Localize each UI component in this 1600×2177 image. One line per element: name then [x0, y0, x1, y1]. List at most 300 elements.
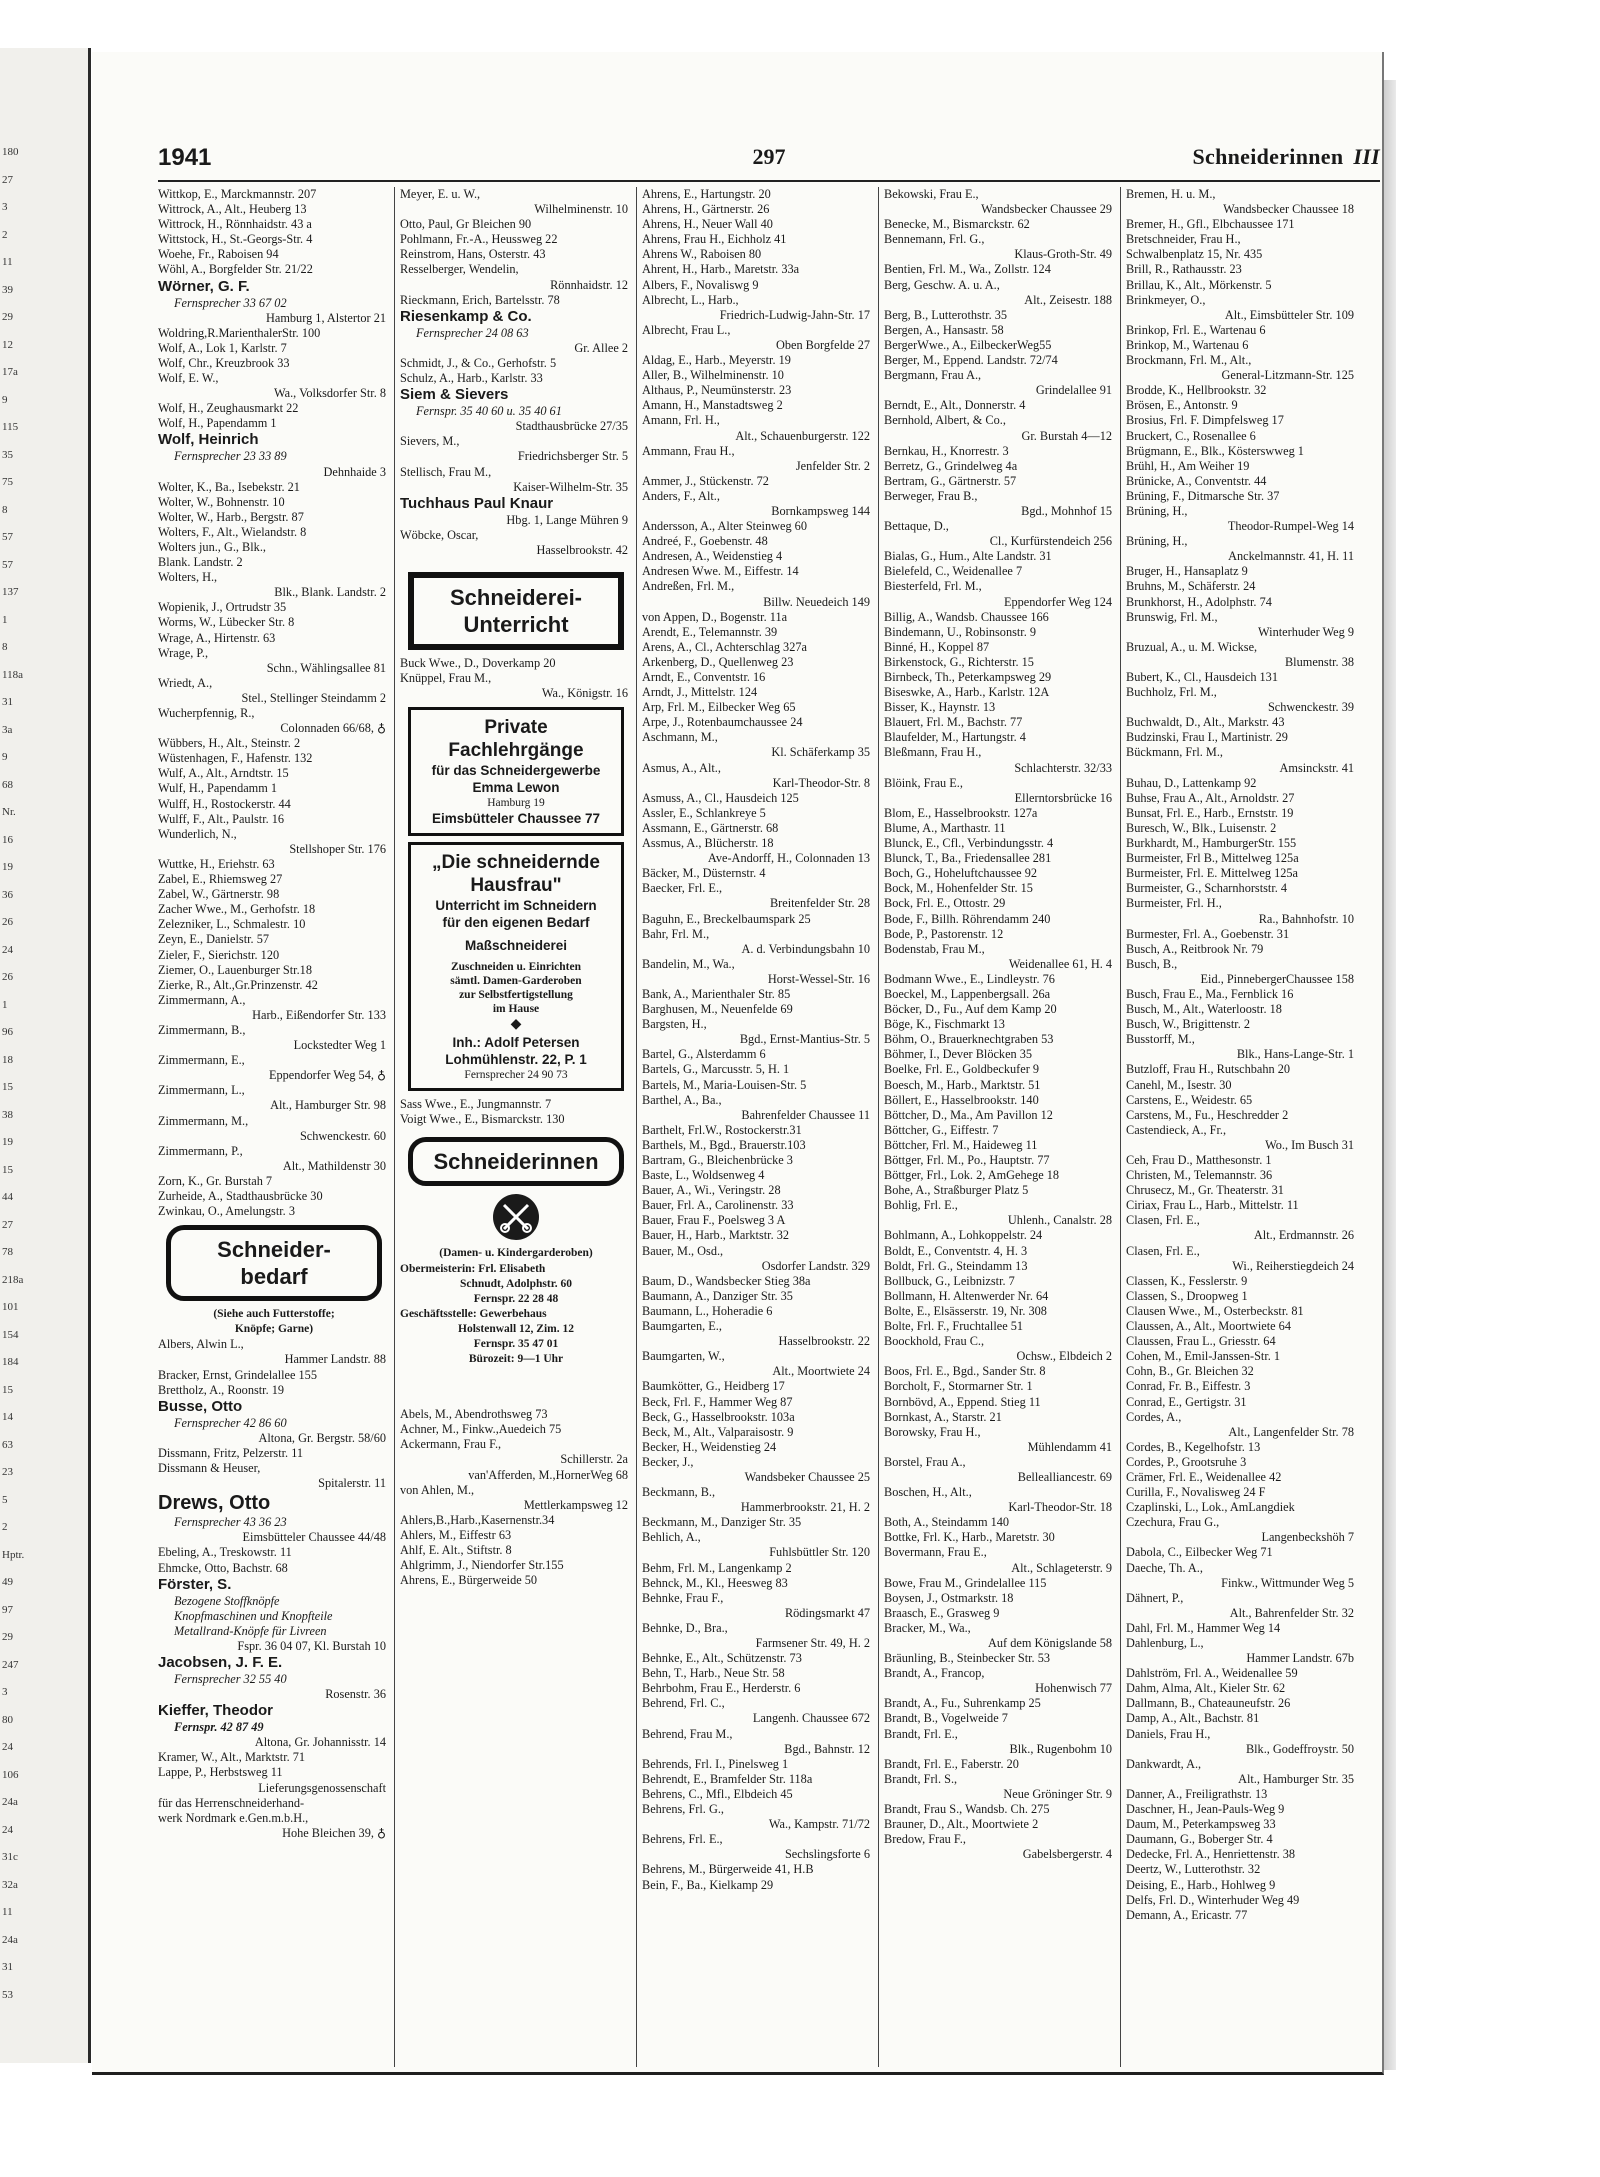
directory-entry: Brinkop, Frl. E., Wartenau 6: [1126, 322, 1266, 337]
adjacent-page-fragment: 97: [2, 1603, 13, 1616]
category-title: Schneider-: [217, 1237, 331, 1263]
directory-entry: Bandelin, M., Wa.,: [642, 956, 735, 971]
directory-entry: Baumann, A., Danziger Str. 35: [642, 1288, 793, 1303]
directory-entry: Wolf, H., Zeughausmarkt 22: [158, 401, 299, 416]
firm-address: Dehnhaide 3: [323, 464, 386, 479]
section-name: Schneiderinnen: [1192, 144, 1344, 169]
directory-entry: Behrend, Frau M.,: [642, 1726, 733, 1741]
adjacent-page-fragment: 26: [2, 971, 13, 983]
directory-entry: Blauert, Frl. M., Bachstr. 77: [884, 715, 1023, 730]
directory-entry: Wandsbecker Chaussee 18: [1223, 202, 1354, 217]
adjacent-page-fragment: 18: [2, 1053, 13, 1066]
ad-line: für den eigenen Bedarf: [442, 915, 590, 931]
directory-entry: Arndt, E., Conventstr. 16: [642, 670, 766, 684]
directory-entry: Bremen, H. u. M.,: [1126, 187, 1216, 201]
directory-entry: Osdorfer Landstr. 329: [761, 1258, 870, 1273]
directory-entry: Schmidt, J., & Co., Gerhofstr. 5: [400, 355, 557, 370]
directory-entry: Blunck, T., Ba., Friedensallee 281: [884, 851, 1052, 866]
directory-entry: Bettaque, D.,: [884, 519, 949, 534]
directory-entry: Voigt Wwe., E., Bismarckstr. 130: [400, 1112, 565, 1127]
directory-entry: Winterhuder Weg 9: [1258, 624, 1354, 639]
directory-entry: Busch, M., Alt., Waterloostr. 18: [1126, 1002, 1282, 1017]
firm-address: Rosenstr. 36: [325, 1687, 386, 1702]
directory-entry: Woldring,R.MarienthalerStr. 100: [158, 325, 321, 340]
directory-entry: Damp, A., Alt., Bachstr. 81: [1126, 1711, 1260, 1726]
column-3: [642, 187, 874, 2067]
adjacent-page-fragment: 16: [2, 833, 13, 846]
directory-entry: Andresen Wwe. M., Eiffestr. 14: [642, 564, 799, 579]
adjacent-page-fragment: 12: [2, 338, 13, 351]
directory-entry: Wolf, Chr., Kreuzbrook 33: [158, 355, 290, 370]
directory-entry: Barghusen, M., Neuenfelde 69: [642, 1002, 793, 1017]
directory-entry: Buchholz, Frl. M.,: [1126, 685, 1217, 700]
directory-entry: Brühl, H., Am Weiher 19: [1126, 458, 1250, 473]
adjacent-page-fragment: 38: [2, 1108, 13, 1121]
directory-entry: Borowsky, Frau H.,: [884, 1424, 981, 1439]
directory-entry: Rönnhaidstr. 12: [550, 277, 628, 292]
directory-entry: Claussen, A., Alt., Moortwiete 64: [1126, 1319, 1291, 1334]
directory-entry: Bergmann, Frau A.,: [884, 368, 982, 383]
directory-entry: Brandt, Frl. S.,: [884, 1771, 958, 1786]
directory-entry: Buck Wwe., D., Doverkamp 20: [400, 655, 556, 670]
directory-entry: Dahlström, Frl. A., Weidenallee 59: [1126, 1666, 1298, 1681]
adjacent-page-fragment: 3: [2, 1686, 8, 1698]
directory-entry: Dissmann, Fritz, Pelzerstr. 11: [158, 1445, 304, 1460]
directory-entry: Cordes, P., Grootsruhe 3: [1126, 1454, 1247, 1469]
directory-entry: Bremer, H., Gfl., Elbchaussee 171: [1126, 217, 1295, 232]
directory-entry: Lieferungsgenossenschaft: [258, 1780, 386, 1795]
firm-name: Siem & Sievers: [400, 386, 509, 404]
directory-entry: Assmus, A., Blücherstr. 18: [642, 836, 774, 851]
section-roman: III: [1353, 144, 1380, 169]
directory-entry: Bgd., Bahnstr. 12: [784, 1741, 870, 1756]
adjacent-page-fragment: 5: [2, 1493, 8, 1506]
directory-entry: Aldag, E., Harb., Meyerstr. 19: [642, 353, 791, 368]
directory-entry: Zimmermann, P.,: [158, 1143, 243, 1158]
directory-entry: Zabel, E., Rhiemsweg 27: [158, 872, 283, 887]
ad-line: sämtl. Damen-Garderoben: [450, 975, 582, 988]
directory-entry: Arkenberg, D., Quellenweg 23: [642, 654, 794, 669]
directory-entry: Brösen, E., Antonstr. 9: [1126, 398, 1238, 413]
adjacent-page-fragment: 15: [2, 1081, 13, 1093]
directory-entry: Schwenckestr. 60: [299, 1128, 386, 1143]
directory-entry: Brüning, H.,: [1126, 503, 1188, 518]
directory-entry: Wübbers, H., Alt., Steinstr. 2: [158, 736, 301, 751]
directory-entry: Zacher Wwe., M., Gerhofstr. 18: [158, 902, 316, 917]
directory-entry: Wandsbecker Chaussee 29: [981, 202, 1112, 217]
firm-line: Bezogene Stoffknöpfe: [174, 1593, 280, 1608]
directory-entry: Bauer, A., Wi., Veringstr. 28: [642, 1183, 781, 1198]
entry-list: [158, 187, 390, 278]
directory-entry: Aller, B., Wilhelminenstr. 10: [642, 368, 784, 383]
directory-entry: Alt., Hamburger Str. 98: [270, 1098, 386, 1113]
directory-entry: Wüstenhagen, F., Hafenstr. 132: [158, 751, 313, 766]
ad-line: Inh.: Adolf Petersen: [452, 1035, 580, 1051]
directory-entry: Curilla, F., Novalisweg 24 F: [1126, 1485, 1266, 1500]
adjacent-page-fragment: 19: [2, 1136, 13, 1148]
directory-entry: Zorn, K., Gr. Burstah 7: [158, 1173, 273, 1188]
directory-entry: Ahrens, H., Gärtnerstr. 26: [642, 202, 770, 217]
ad-line: zur Selbstfertigstellung: [459, 989, 573, 1002]
column-4: [884, 187, 1116, 2067]
directory-entry: Uhlenh., Canalstr. 28: [1007, 1213, 1112, 1228]
directory-entry: Bottke, Frl. K., Harb., Maretstr. 30: [884, 1530, 1055, 1545]
directory-entry: Daeche, Th. A.,: [1126, 1560, 1203, 1575]
directory-entry: Baste, L., Woldsenweg 4: [642, 1168, 765, 1183]
directory-entry: Wrage, A., Hirtenstr. 63: [158, 630, 276, 645]
directory-entry: Anders, F., Alt.,: [642, 488, 720, 503]
directory-entry: Kl. Schäferkamp 35: [771, 745, 870, 760]
directory-entry: Bolte, Frl. F., Fruchtallee 51: [884, 1319, 1024, 1334]
adjacent-page-fragment: 27: [2, 173, 13, 186]
adjacent-page-fragment: 218a: [2, 1273, 24, 1286]
directory-entry: Mettlerkampsweg 12: [523, 1497, 628, 1512]
directory-entry: Albrecht, Frau L.,: [642, 322, 731, 337]
firm-name: Drews, Otto: [158, 1492, 271, 1515]
firm-address: Altona, Gr. Johannisstr. 14: [254, 1735, 386, 1750]
ad-line: Lohmühlenstr. 22, P. 1: [445, 1052, 587, 1068]
column-divider: [878, 187, 879, 2067]
directory-entry: Eppendorfer Weg 54, ♁: [268, 1068, 386, 1083]
directory-entry: Cohn, B., Gr. Bleichen 32: [1126, 1364, 1254, 1379]
directory-entry: Clausen Wwe., M., Osterbeckstr. 81: [1126, 1303, 1304, 1318]
directory-entry: Blunck, E., Cfl., Verbindungsstr. 4: [884, 836, 1054, 851]
directory-entry: Brettholz, A., Roonstr. 19: [158, 1382, 285, 1397]
directory-entry: Wolter, W., Bohnenstr. 10: [158, 494, 285, 509]
directory-entry: Breitenfelder Str. 28: [769, 896, 870, 911]
directory-entry: Böge, K., Fischmarkt 13: [884, 1017, 1005, 1032]
ad-private-fachlehrgaenge: [408, 707, 624, 836]
directory-entry: Bredow, Frau F.,: [884, 1832, 966, 1847]
directory-entry: Behrens, C., Mfl., Elbdeich 45: [642, 1786, 793, 1801]
directory-entry: Ammann, Frau H.,: [642, 443, 735, 458]
directory-entry: Beck, M., Alt., Valparaisostr. 9: [642, 1424, 794, 1439]
directory-entry: Bekowski, Frau E.,: [884, 187, 979, 201]
ad-line: Hamburg 19: [487, 797, 545, 810]
adjacent-page-fragment: 39: [2, 283, 13, 296]
directory-entry: Bohlmann, A., Lohkoppelstr. 24: [884, 1228, 1043, 1243]
directory-entry: Blom, E., Hasselbrookstr. 127a: [884, 805, 1038, 820]
directory-entry: Fuhlsbüttler Str. 120: [769, 1545, 870, 1560]
directory-entry: Ahrens, H., Neuer Wall 40: [642, 217, 773, 232]
directory-entry: Dallmann, B., Chateauneufstr. 26: [1126, 1696, 1291, 1711]
directory-entry: Dahl, Frl. M., Hammer Weg 14: [1126, 1620, 1281, 1635]
directory-entry: Ahrens, E., Hartungstr. 20: [642, 187, 771, 201]
directory-entry: Oben Borgfelde 27: [775, 337, 870, 352]
directory-entry: Barthels, M., Bgd., Brauerstr.103: [642, 1137, 806, 1152]
directory-entry: Buhau, D., Lattenkamp 92: [1126, 775, 1257, 790]
directory-entry: Bernhold, Albert, & Co.,: [884, 413, 1006, 428]
directory-entry: Bodmann Wwe., E., Lindleystr. 76: [884, 971, 1055, 986]
directory-entry: Wriedt, A.,: [158, 675, 213, 690]
directory-entry: Claussen, Frau L., Griesstr. 64: [1126, 1334, 1276, 1349]
directory-entry: Wittkop, E., Marckmannstr. 207: [158, 187, 317, 201]
directory-entry: Ahlgrimm, J., Niendorfer Str.155: [400, 1558, 564, 1573]
directory-entry: Behnck, M., Kl., Heesweg 83: [642, 1575, 788, 1590]
directory-entry: Billw. Neuedeich 149: [763, 594, 870, 609]
adjacent-page-fragment: Hptr.: [2, 1548, 25, 1561]
adjacent-page-fragment: 11: [2, 1906, 13, 1918]
directory-entry: Classen, K., Fesslerstr. 9: [1126, 1273, 1248, 1288]
directory-entry: Bodenstab, Frau M.,: [884, 941, 985, 956]
directory-entry: Bank, A., Marienthaler Str. 85: [642, 986, 791, 1001]
guild-line: Schnudt, Adolphstr. 60: [459, 1277, 573, 1290]
directory-entry: Wittstock, H., St.-Georgs-Str. 4: [158, 232, 313, 247]
directory-entry: van'Afferden, M.,HornerWeg 68: [468, 1467, 628, 1482]
directory-entry: Ellerntorsbrücke 16: [1014, 790, 1112, 805]
directory-entry: Bielefeld, C., Weidenallee 7: [884, 564, 1023, 579]
directory-entry: Bornkampsweg 144: [771, 503, 870, 518]
directory-entry: Althaus, P., Neumünsterstr. 23: [642, 383, 792, 398]
directory-entry: Bode, F., Billh. Röhrendamm 240: [884, 911, 1051, 926]
directory-entry: Ammer, J., Stückenstr. 72: [642, 473, 769, 488]
directory-entry: Biseswke, A., Harb., Karlstr. 12A: [884, 685, 1050, 700]
directory-entry: Alt., Schlageterstr. 9: [1011, 1560, 1112, 1575]
directory-entry: Burkhardt, M., HamburgerStr. 155: [1126, 836, 1297, 851]
directory-entry: Alt., Moortwiete 24: [772, 1364, 870, 1379]
directory-entry: von Appen, D., Bogenstr. 11a: [642, 609, 788, 624]
directory-entry: Burmeister, G., Scharnhorststr. 4: [1126, 881, 1288, 896]
directory-entry: Colonnaden 66/68, ♁: [280, 721, 386, 736]
directory-entry: Sechslingsforte 6: [784, 1847, 870, 1862]
directory-entry: Andreßen, Frl. M.,: [642, 579, 735, 594]
directory-entry: Borstel, Frau A.,: [884, 1454, 966, 1469]
directory-entry: Böcker, D., Fu., Auf dem Kamp 20: [884, 1002, 1057, 1017]
adjacent-page-fragment: 31c: [2, 1851, 18, 1863]
ad-schneiderei-unterricht: [408, 572, 624, 650]
directory-entry: Daniels, Frau H.,: [1126, 1726, 1211, 1741]
directory-entry: Boockhold, Frau C.,: [884, 1334, 985, 1349]
guild-line: Bürozeit: 9—1 Uhr: [468, 1353, 564, 1366]
directory-entry: Spitalerstr. 11: [318, 1476, 386, 1491]
firm-name: Tuchhaus Paul Knaur: [400, 494, 554, 512]
ad-title: Unterricht: [463, 611, 569, 637]
directory-entry: Berretz, G., Grindelweg 4a: [884, 458, 1018, 473]
directory-entry: Bertram, G., Gärtnerstr. 57: [884, 473, 1017, 488]
adjacent-page-fragment: 3: [2, 201, 8, 213]
directory-entry: Ebeling, A., Treskowstr. 11: [158, 1545, 292, 1560]
page-number: 297: [752, 144, 786, 169]
directory-entry: Bisser, K., Haynstr. 13: [884, 700, 996, 715]
directory-entry: Mühlendamm 41: [1027, 1439, 1112, 1454]
directory-entry: Bruger, H., Hansaplatz 9: [1126, 564, 1248, 579]
directory-entry: Baumgarten, E.,: [642, 1319, 722, 1334]
adjacent-page-fragment: 154: [2, 1328, 19, 1341]
directory-entry: Kaiser-Wilhelm-Str. 35: [513, 479, 628, 494]
directory-entry: Alt., Erdmannstr. 26: [1253, 1228, 1354, 1243]
directory-entry: Schillerstr. 2a: [560, 1452, 628, 1467]
directory-entry: Baumann, L., Hoheradie 6: [642, 1303, 773, 1318]
adjacent-page-fragment: 15: [2, 1163, 13, 1176]
directory-entry: Daschner, H., Jean-Pauls-Weg 9: [1126, 1802, 1285, 1817]
directory-entry: Langenh. Chaussee 672: [752, 1711, 870, 1726]
firm-phone: Fernsprecher 24 08 63: [416, 325, 529, 340]
directory-entry: Amsinckstr. 41: [1279, 760, 1354, 775]
directory-entry: Bock, M., Hohenfelder Str. 15: [884, 881, 1033, 896]
directory-entry: Brosius, Frl. F. Dimpfelsweg 17: [1126, 413, 1284, 428]
directory-entry: Brockmann, Frl. M., Alt.,: [1126, 353, 1252, 368]
adjacent-page-fragment: 35: [2, 448, 13, 461]
firm-phone: Fernspr. 42 87 49: [174, 1720, 264, 1735]
directory-entry: Amann, H., Manstadtsweg 2: [642, 398, 783, 413]
directory-entry: Zimmermann, B.,: [158, 1022, 246, 1037]
directory-entry: Wittrock, A., Alt., Heuberg 13: [158, 202, 307, 217]
firm-address: Stadthausbrücke 27/35: [515, 419, 628, 434]
directory-entry: Ahlers, M., Eiffestr 63: [400, 1527, 512, 1542]
directory-entry: Hammer Landstr. 67b: [1246, 1651, 1354, 1666]
directory-entry: Brillau, K., Alt., Mörkenstr. 5: [1126, 277, 1272, 292]
ad-line: Eimsbütteler Chaussee 77: [431, 811, 601, 827]
entry-list: [884, 187, 1116, 1862]
directory-entry: Bruckert, C., Rosenallee 6: [1126, 428, 1256, 443]
firm-phone: Fernsprecher 43 36 23: [174, 1515, 287, 1530]
directory-entry: Burmeister, Frl. H.,: [1126, 896, 1222, 911]
year: 1941: [158, 144, 212, 171]
directory-entry: Ehmcke, Otto, Bachstr. 68: [158, 1560, 288, 1575]
guild-line: (Damen- u. Kindergarderoben): [439, 1247, 593, 1260]
directory-entry: Baguhn, E., Breckelbaumspark 25: [642, 911, 811, 926]
directory-entry: Hammerbrookstr. 21, H. 2: [740, 1500, 870, 1515]
directory-entry: Behrendt, E., Bramfelder Str. 118a: [642, 1771, 813, 1786]
diamond-ornament-icon: ◆: [510, 1017, 522, 1033]
directory-entry: Cohen, M., Emil-Janssen-Str. 1: [1126, 1349, 1281, 1364]
adjacent-page-fragment: 9: [2, 393, 8, 406]
directory-entry: Boschen, H., Alt.,: [884, 1485, 972, 1500]
firm-address: Gr. Allee 2: [574, 340, 628, 355]
adjacent-page-fragment: 115: [2, 421, 19, 433]
directory-entry: Brinkop, M., Wartenau 6: [1126, 337, 1249, 352]
directory-entry: Bracker, M., Wa.,: [884, 1620, 971, 1635]
directory-entry: Bollbuck, G., Leibnizstr. 7: [884, 1273, 1015, 1288]
directory-entry: Bgd., Mohnhof 15: [1021, 503, 1112, 518]
directory-entry: Billig, A., Wandsb. Chaussee 166: [884, 609, 1049, 624]
directory-entry: Aschmann, M.,: [642, 730, 718, 745]
directory-entry: Clasen, Frl. E.,: [1126, 1243, 1200, 1258]
directory-page: [92, 52, 1384, 2075]
directory-entry: Harb., Eißendorfer Str. 133: [252, 1007, 386, 1022]
directory-entry: Gr. Burstah 4—12: [1021, 428, 1112, 443]
firm-line: Knopfmaschinen und Knopfteile: [174, 1608, 333, 1623]
directory-entry: Behm, Frl. M., Langenkamp 2: [642, 1560, 792, 1575]
directory-entry: Zelezniker, L., Schmalestr. 10: [158, 917, 306, 932]
directory-entry: Behrend, Frl. C.,: [642, 1696, 725, 1711]
adjacent-page-fragment: 8: [2, 641, 8, 653]
firm-phone: Fernsprecher 23 33 89: [174, 449, 287, 464]
directory-entry: Hammer Landstr. 88: [284, 1352, 386, 1367]
directory-entry: Bauer, Frau F., Poelsweg 3 A: [642, 1213, 786, 1228]
firm-address: Altona, Gr. Bergstr. 58/60: [258, 1430, 386, 1445]
directory-entry: Bock, Frl. E., Ottostr. 29: [884, 896, 1006, 911]
firm-address: Eimsbütteler Chaussee 44/48: [242, 1530, 386, 1545]
adjacent-page-fragment: 96: [2, 1026, 13, 1038]
directory-entry: Bowe, Frau M., Grindelallee 115: [884, 1575, 1047, 1590]
directory-entry: Wulff, H., Rostockerstr. 44: [158, 796, 291, 811]
directory-entry: Cl., Kurfürstendeich 256: [989, 534, 1112, 549]
directory-entry: Alt., Bahrenfelder Str. 32: [1229, 1605, 1354, 1620]
directory-entry: Becker, H., Weidenstieg 24: [642, 1439, 777, 1454]
directory-entry: Hohenwisch 77: [1035, 1681, 1112, 1696]
directory-entry: von Ahlen, M.,: [400, 1482, 475, 1497]
directory-entry: Castendieck, A., Fr.,: [1126, 1122, 1227, 1137]
directory-entry: Bennemann, Frl. G.,: [884, 232, 985, 247]
directory-entry: Behnke, Frau F.,: [642, 1590, 724, 1605]
directory-entry: Dankwardt, A.,: [1126, 1756, 1202, 1771]
directory-entry: Bracker, Ernst, Grindelallee 155: [158, 1367, 317, 1382]
directory-entry: Beckmann, B.,: [642, 1485, 716, 1500]
directory-entry: Farmsener Str. 49, H. 2: [755, 1636, 870, 1650]
directory-entry: Baum, D., Wandsbecker Stieg 38a: [642, 1273, 811, 1288]
directory-entry: Brünicke, A., Conventstr. 44: [1126, 473, 1267, 488]
adjacent-page-fragment: 118a: [2, 668, 23, 681]
directory-entry: Albrecht, L., Harb.,: [642, 292, 739, 307]
column-1: [158, 187, 390, 2067]
section-title: [1193, 144, 1381, 170]
adjacent-page-fragment: 106: [2, 1768, 19, 1781]
directory-entry: Brill, R., Rathausstr. 23: [1126, 262, 1242, 277]
directory-entry: Wandsbeker Chaussee 25: [744, 1469, 870, 1484]
directory-entry: Worms, W., Lübecker Str. 8: [158, 615, 295, 630]
directory-entry: Bückmann, Frl. M.,: [1126, 745, 1224, 760]
directory-entry: Hasselbrookstr. 42: [536, 542, 628, 557]
adjacent-page-fragment: 31: [2, 1961, 13, 1973]
directory-entry: Zeyn, E., Danielstr. 57: [158, 932, 269, 947]
directory-entry: Boysen, J., Ostmarkstr. 18: [884, 1590, 1014, 1605]
cross-reference: Knöpfe; Garne): [234, 1323, 314, 1336]
directory-entry: Andreé, F., Goebenstr. 48: [642, 534, 768, 549]
directory-entry: Arpe, J., Rotenbaumchaussee 24: [642, 715, 803, 730]
spacer: [400, 1367, 632, 1407]
directory-entry: Boesch, M., Harb., Marktstr. 51: [884, 1077, 1041, 1092]
directory-entry: Finkw., Wittmunder Weg 5: [1221, 1575, 1354, 1590]
directory-entry: Wulff, F., Alt., Paulstr. 16: [158, 811, 285, 826]
directory-entry: Zierke, R., Alt.,Gr.Prinzenstr. 42: [158, 977, 318, 992]
guild-line: Obermeisterin: Frl. Elisabeth: [400, 1262, 546, 1275]
directory-entry: Brandt, Frau S., Wandsb. Ch. 275: [884, 1802, 1050, 1817]
directory-entry: Alt., Eimsbütteler Str. 109: [1224, 307, 1354, 322]
directory-entry: Cordes, A.,: [1126, 1409, 1182, 1424]
firm-name: Förster, S.: [158, 1575, 232, 1593]
cross-reference: (Siehe auch Futterstoffe;: [213, 1308, 335, 1321]
directory-entry: Beck, G., Hasselbrookstr. 103a: [642, 1409, 795, 1424]
directory-entry: Canehl, M., Isestr. 30: [1126, 1077, 1232, 1092]
column-2: [400, 187, 632, 2067]
adjacent-page-fragment: 57: [2, 558, 13, 571]
entry-list: [400, 528, 632, 558]
directory-entry: Dabola, C., Eilbecker Weg 71: [1126, 1545, 1273, 1560]
directory-entry: Bollmann, H. Altenwerder Nr. 64: [884, 1288, 1049, 1303]
adjacent-page-fragment: 29: [2, 1631, 13, 1643]
directory-entry: Asmus, A., Alt.,: [642, 760, 721, 775]
adjacent-page-fragment: 15: [2, 1383, 13, 1396]
directory-entry: Binné, H., Koppel 87: [884, 639, 990, 654]
entry-list: [400, 356, 632, 386]
adjacent-page-fragment: 24a: [2, 1796, 18, 1808]
directory-entry: Asmuss, A., Cl., Hausdeich 125: [642, 790, 799, 805]
adjacent-page-fragment: Nr.: [2, 806, 16, 818]
directory-entry: Bargsten, H.,: [642, 1017, 707, 1032]
adjacent-page-fragment: 32a: [2, 1878, 18, 1891]
guild-line: Geschäftsstelle: Gewerbehaus: [400, 1307, 547, 1320]
directory-entry: Both, A., Steindamm 140: [884, 1515, 1010, 1530]
directory-entry: Assmann, E., Gärtnerstr. 68: [642, 820, 779, 835]
directory-entry: Blk., Rugenbohm 10: [1009, 1741, 1112, 1756]
directory-entry: Wuttke, H., Eriehstr. 63: [158, 856, 275, 871]
directory-entry: Albers, Alwin L.,: [158, 1337, 244, 1352]
directory-entry: Wa., Volksdorfer Str. 8: [274, 386, 386, 401]
ad-line: Fernsprecher 24 90 73: [464, 1069, 568, 1082]
firm-phone: Fernsprecher 33 67 02: [174, 295, 287, 310]
directory-entry: Delfs, Frl. D., Winterhuder Weg 49: [1126, 1892, 1300, 1907]
